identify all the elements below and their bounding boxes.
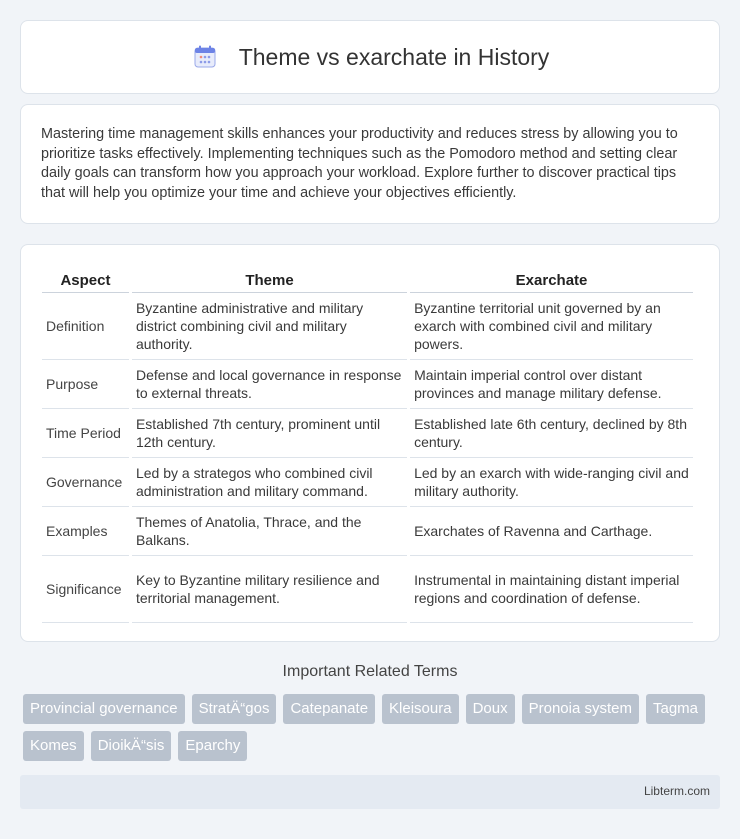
footer (20, 775, 720, 809)
related-term-tag[interactable]: Kleisoura (382, 694, 459, 724)
related-term-tag[interactable]: StratÄ“gos (192, 694, 277, 724)
related-term-tag[interactable]: DioikÄ“sis (91, 731, 172, 761)
table-row (42, 556, 693, 623)
table-header-row (42, 263, 693, 293)
comparison-card (20, 244, 720, 642)
theme-cell: Themes of Anatolia, Thrace, and the Balkans. (132, 507, 407, 556)
exarchate-cell: Exarchates of Ravenna and Carthage. (410, 507, 693, 556)
intro-card (20, 104, 720, 224)
related-term-tag[interactable]: Eparchy (178, 731, 247, 761)
related-terms-title: Important Related Terms (282, 663, 458, 680)
theme-cell: Defense and local governance in response to external threats. (132, 360, 407, 409)
aspect-cell: Purpose (42, 360, 129, 409)
header-aspect: Aspect (42, 263, 129, 293)
exarchate-cell: Byzantine territorial unit governed by an exarch with combined civil and military powers. (410, 293, 693, 360)
aspect-cell: Examples (42, 507, 129, 556)
calendar-icon (191, 43, 219, 71)
aspect-cell: Governance (42, 458, 129, 507)
intro-paragraph: Mastering time management skills enhances your productivity and reduces stress by allowing you to prioritize tasks effectively. Implementing techniques such as the Pomodoro method and setting clear daily goals can transform how you approach your workload. Explore further to discover practical tips that will help you optimize your time and achieve your objectives efficiently. (41, 126, 678, 201)
theme-cell: Led by a strategos who combined civil administration and military command. (132, 458, 407, 507)
theme-cell: Key to Byzantine military resilience and territorial management. (132, 556, 407, 623)
related-term-tag[interactable]: Pronoia system (522, 694, 639, 724)
table-row (42, 409, 693, 458)
header-exarchate: Exarchate (410, 263, 693, 293)
related-term-tag[interactable]: Catepanate (283, 694, 375, 724)
header-card (20, 20, 720, 94)
related-term-tag[interactable]: Tagma (646, 694, 705, 724)
related-terms-list (23, 694, 723, 768)
exarchate-cell: Maintain imperial control over distant provinces and manage military defense. (410, 360, 693, 409)
table-row (42, 507, 693, 556)
theme-cell: Established 7th century, prominent until 12th century. (132, 409, 407, 458)
exarchate-cell: Instrumental in maintaining distant imperial regions and coordination of defense. (410, 556, 693, 623)
aspect-cell: Time Period (42, 409, 129, 458)
related-term-tag[interactable]: Doux (466, 694, 515, 724)
header (21, 21, 719, 93)
exarchate-cell: Led by an exarch with wide-ranging civil and military authority. (410, 458, 693, 507)
exarchate-cell: Established late 6th century, declined by 8th century. (410, 409, 693, 458)
aspect-cell: Definition (42, 293, 129, 360)
header-theme: Theme (132, 263, 407, 293)
table-row (42, 458, 693, 507)
related-term-tag[interactable]: Komes (23, 731, 84, 761)
comparison-table (39, 263, 696, 623)
related-term-tag[interactable]: Provincial governance (23, 694, 185, 724)
table-row (42, 360, 693, 409)
aspect-cell: Significance (42, 556, 129, 623)
theme-cell: Byzantine administrative and military district combining civil and military authority. (132, 293, 407, 360)
page-title: Theme vs exarchate in History (238, 43, 550, 70)
table-row (42, 293, 693, 360)
footer-site-link[interactable]: Libterm.com (643, 784, 710, 798)
